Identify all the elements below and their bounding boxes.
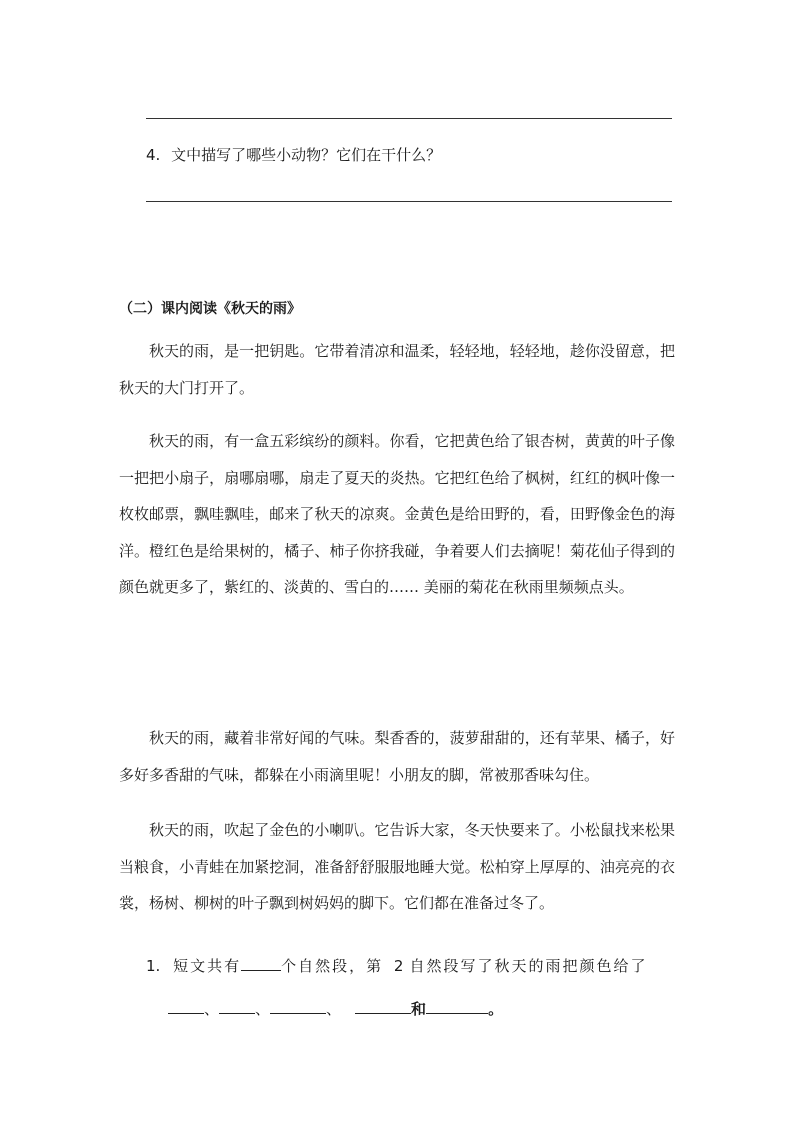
period: 。 [488,1000,504,1018]
separator: 、 [255,1000,271,1018]
passage-paragraph-2 [119,423,675,606]
passage-paragraph-4 [119,812,675,922]
blank-2[interactable] [219,999,255,1014]
question-4 [146,144,441,165]
paragraph-number: 2 [393,957,404,975]
question-1-line1 [146,955,647,976]
blank-4[interactable] [355,999,411,1014]
question-number: 1. [146,957,161,975]
question-text: 文中描写了哪些小动物？它们在干什么？ [171,146,442,164]
question-text-c: 自然段写了秋天的雨把颜色给了 [409,957,648,975]
passage-paragraph-1 [119,333,675,406]
section-heading: （二）课内阅读《秋天的雨》 [119,301,301,317]
paragraph-text: 秋天的雨，藏着非常好闻的气味。梨香香的，菠萝甜甜的，还有苹果、橘子，好多好多香甜的气味，都躲在小雨滴里呢！小朋友的脚，常被那香味勾住。 [119,729,675,784]
paragraph-text: 秋天的雨，有一盒五彩缤纷的颜料。你看，它把黄色给了银杏树，黄黄的叶子像一把把小扇子，扇哪扇哪，扇走了夏天的炎热。它把红色给了枫树，红红的枫叶像一枚枚邮票，飘哇飘哇，邮来了秋天的凉爽。金黄色是给田野的，看，田野像金色的海洋。橙红色是给果树的，橘子、柿子你挤我碰，争着要人们去摘呢！菊花仙子得到的颜色就更多了，紫红的、淡黄的、雪白的…… 美丽的菊花在秋雨里频频点头。 [119,432,675,596]
and-word: 和 [411,1000,427,1018]
answer-line-q3 [146,118,672,119]
blank-5[interactable] [426,999,488,1014]
question-text-a: 短文共有 [173,957,242,975]
answer-line-q4 [146,201,672,202]
passage-paragraph-3 [119,720,675,793]
blank-3[interactable] [270,999,326,1014]
blank-1[interactable] [168,999,204,1014]
question-text-b: 个自然段，第 [281,957,384,975]
separator: 、 [204,1000,220,1018]
paragraph-text: 秋天的雨，是一把钥匙。它带着清凉和温柔，轻轻地，轻轻地，趁你没留意，把秋天的大门打开了。 [119,342,675,397]
question-number: 4. [146,146,161,164]
blank-paragraph-count[interactable] [241,956,281,971]
question-1-line2 [168,998,503,1019]
paragraph-text: 秋天的雨，吹起了金色的小喇叭。它告诉大家，冬天快要来了。小松鼠找来松果当粮食，小青蛙在加紧挖洞，准备舒舒服服地睡大觉。松柏穿上厚厚的、油亮亮的衣裳，杨树、柳树的叶子飘到树妈妈的脚下。它们都在准备过冬了。 [119,821,675,912]
separator: 、 [326,1000,342,1018]
